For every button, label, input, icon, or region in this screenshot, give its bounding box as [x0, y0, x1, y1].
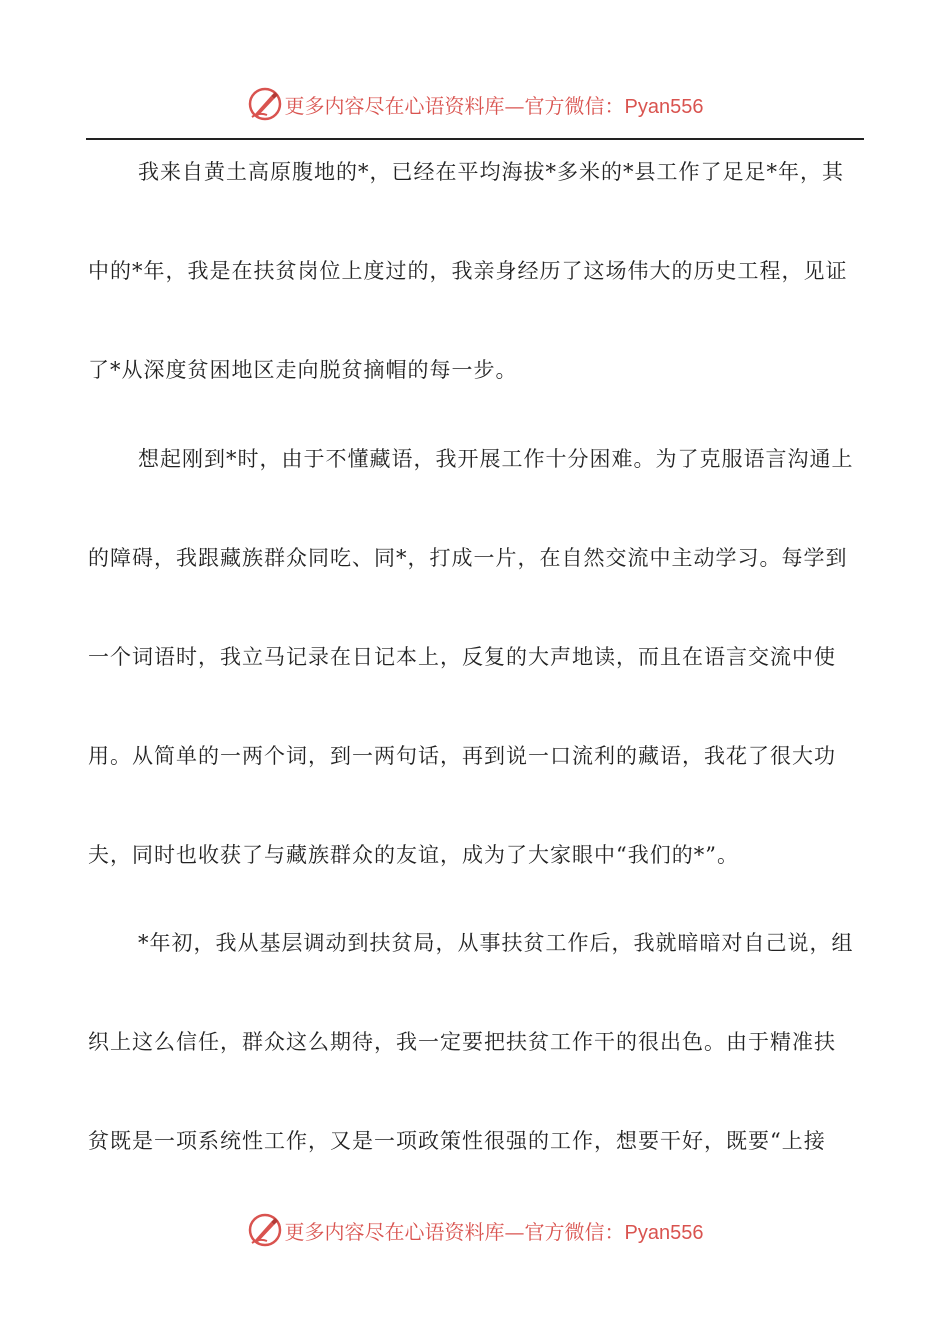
- text-line: 中的*年，我是在扶贫岗位上度过的，我亲身经历了这场伟大的历史工程，见证: [88, 259, 848, 283]
- text-line: 想起刚到*时，由于不懂藏语，我开展工作十分困难。为了克服语言沟通上: [138, 447, 854, 471]
- paragraph-1: [88, 123, 862, 420]
- watermark-text: 更多内容尽在心语资料库—官方微信：Pyan556: [284, 93, 704, 118]
- wechat-id: Pyan556: [624, 95, 704, 118]
- text-line: 贫既是一项系统性工作，又是一项政策性很强的工作，想要干好，既要“上接: [88, 1129, 826, 1153]
- paragraph-3: [88, 894, 862, 1191]
- watermark-text: 更多内容尽在心语资料库—官方微信：Pyan556: [284, 1219, 704, 1244]
- text-line: 一个词语时，我立马记录在日记本上，反复的大声地读，而且在语言交流中使: [88, 645, 836, 669]
- text-line: 了*从深度贫困地区走向脱贫摘帽的每一步。: [88, 358, 518, 382]
- text-line: 夫，同时也收获了与藏族群众的友谊，成为了大家眼中“我们的*”。: [88, 843, 739, 867]
- paragraph-2: [88, 410, 862, 905]
- pen-circle-logo-icon: [247, 1212, 283, 1248]
- footer-watermark: [0, 1208, 950, 1252]
- text-line: 我来自黄土高原腹地的*，已经在平均海拔*多米的*县工作了足足*年，其: [138, 160, 844, 184]
- text-line: 用。从简单的一两个词，到一两句话，再到说一口流利的藏语，我花了很大功: [88, 744, 836, 768]
- wechat-id: Pyan556: [624, 1221, 704, 1244]
- text-line: *年初，我从基层调动到扶贫局，从事扶贫工作后，我就暗暗对自己说，组: [138, 931, 854, 955]
- text-line: 织上这么信任，群众这么期待，我一定要把扶贫工作干的很出色。由于精准扶: [88, 1030, 836, 1054]
- header-watermark: [0, 82, 950, 126]
- pen-circle-logo-icon: [247, 86, 283, 122]
- text-line: 的障碍，我跟藏族群众同吃、同*，打成一片，在自然交流中主动学习。每学到: [88, 546, 848, 570]
